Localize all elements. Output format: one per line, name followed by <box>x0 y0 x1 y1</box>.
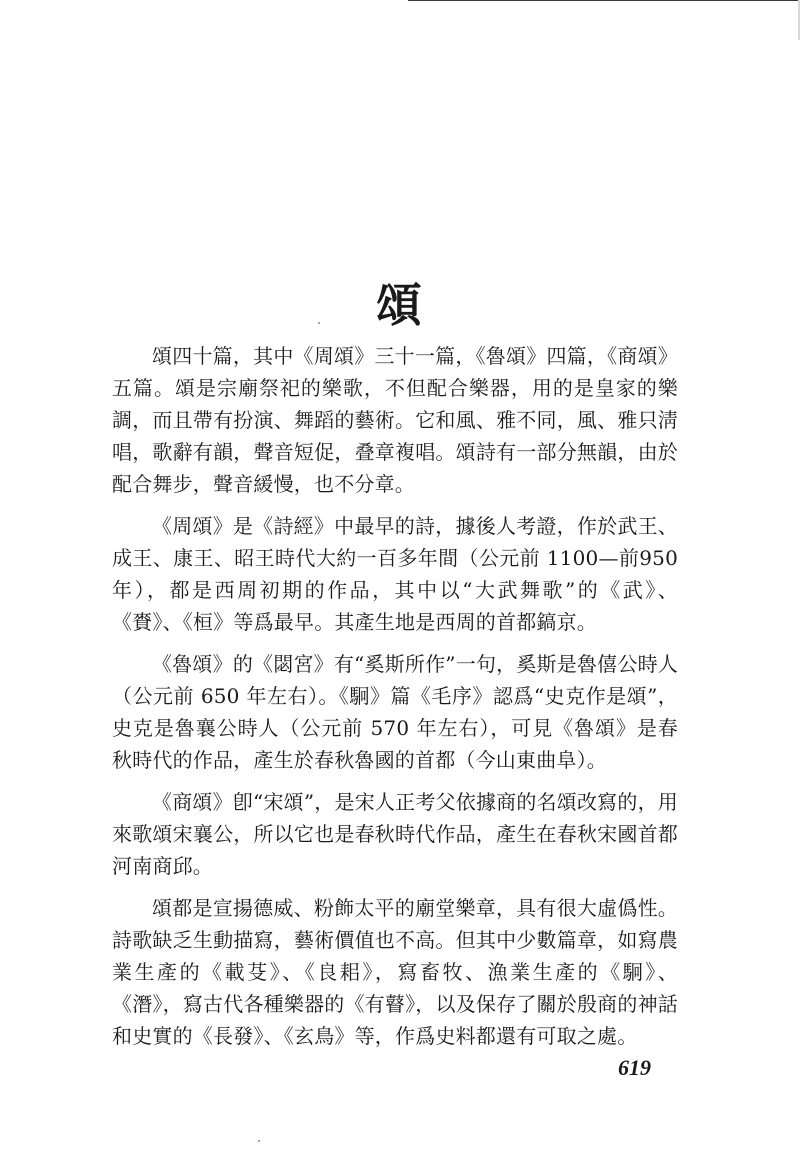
section-title: 頌 <box>376 277 424 332</box>
scan-speck <box>318 322 320 324</box>
paragraph-2: 《周頌》是《詩經》中最早的詩，據後人考證，作於武王、成王、康王、昭王時代大約一百多年間（公元前 1100—前950 年），都是西周初期的作品，其中以“大武舞歌”的《武》、《賚》、《桓》等爲最早。其產生地是西周的首都鎬京。 <box>112 514 678 634</box>
page-number: 619 <box>618 1055 651 1080</box>
paragraph-5: 頌都是宣揚德威、粉飾太平的廟堂樂章，具有很大虛僞性。詩歌缺乏生動描寫，藝術價值也不高。但其中少數篇章，如寫農業生產的《載芟》、《良耜》，寫畜牧、漁業生產的《駉》、《潛》，寫古代各種樂器的《有瞽》，以及保存了關於殷商的神話和史實的《長發》、《玄鳥》等，作爲史料都還有可取之處。 <box>112 896 678 1048</box>
body-text <box>112 340 678 1062</box>
paragraph-3: 《魯頌》的《閟宮》有“奚斯所作”一句，奚斯是魯僖公時人（公元前 650 年左右）。《駉》篇《毛序》認爲“史克作是頌”，史克是魯襄公時人（公元前 570 年左右），可見《魯頌》是春秋時代的作品，產生於春秋魯國的首都（今山東曲阜）。 <box>112 652 678 772</box>
paragraph-1: 頌四十篇，其中《周頌》三十一篇，《魯頌》四篇，《商頌》五篇。頌是宗廟祭祀的樂歌，不但配合樂器，用的是皇家的樂調，而且帶有扮演、舞蹈的藝術。它和風、雅不同，風、雅只淸唱，歌辭有韻，聲音短促，叠章複唱。頌詩有一部分無韻，由於配合舞步，聲音緩慢，也不分章。 <box>112 344 678 496</box>
scan-edge-top <box>408 0 800 1</box>
scan-speck <box>258 1140 260 1142</box>
paragraph-4: 《商頌》卽“宋頌”，是宋人正考父依據商的名頌改寫的，用來歌頌宋襄公，所以它也是春秋時代作品，產生在春秋宋國首都河南商邱。 <box>112 790 678 878</box>
